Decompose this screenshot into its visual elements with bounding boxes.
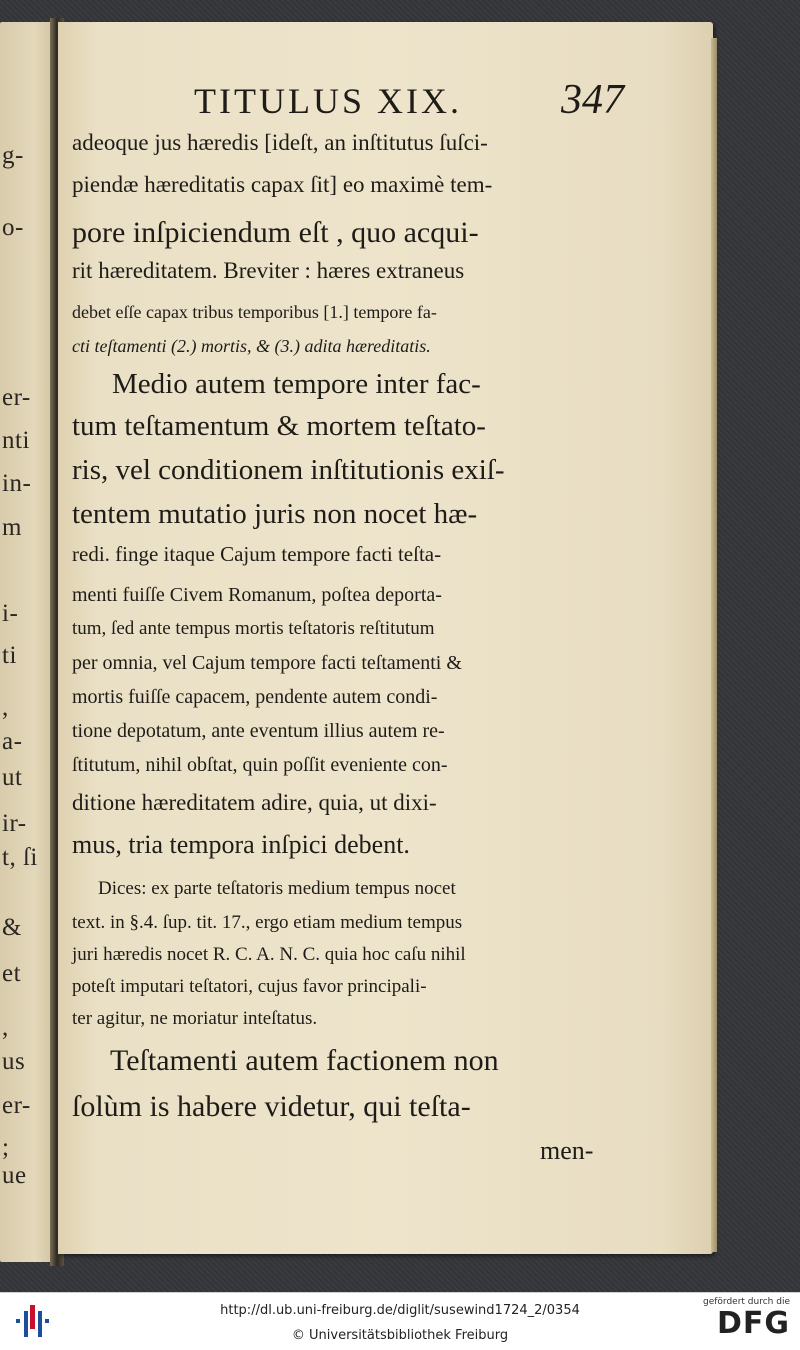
margin-fragment: et [2,960,22,987]
text-line: ditione hæreditatem adire, quia, ut dixi- [72,790,437,815]
margin-fragment: & [2,914,22,941]
text-line: ſolùm is habere videtur, qui teſta- [72,1090,471,1123]
running-title: TITULUS XIX. [194,81,462,121]
text-line: rit hæreditatem. Breviter : hæres extraneus [72,258,465,283]
margin-fragment: ir- [2,810,27,837]
text-line: redi. finge itaque Cajum tempore facti teſta- [72,542,442,566]
viewer-footer [0,1292,800,1350]
margin-fragment: a- [2,728,23,755]
permalink-url[interactable]: http://dl.ub.uni-freiburg.de/diglit/susewind1724_2/0354 [220,1303,580,1318]
text-line: tum, ſed ante tempus mortis teſtatoris reſtitutum [72,618,435,639]
page-header [72,77,632,124]
margin-fragment: ue [2,1162,27,1189]
margin-fragment: nti [2,427,30,454]
text-line: text. in §.4. ſup. tit. 17., ergo etiam medium tempus [72,912,463,933]
page-number: 347 [561,77,624,123]
margin-fragment: ti [2,642,17,669]
page-edge [711,38,717,1252]
text-line: tum teſtamentum & mortem teſtato- [72,410,486,442]
text-line: tione depotatum, ante eventum illius autem re- [72,720,445,742]
margin-fragment: er- [2,384,31,411]
margin-fragment: i- [2,600,19,627]
text-line: ter agitur, ne moriatur inteſtatus. [72,1008,318,1029]
margin-fragment: g- [2,142,24,169]
text-line: ris, vel conditionem inſtitutionis exiſ- [72,454,505,486]
margin-fragment: m [2,514,22,541]
dfg-logo-icon: DFG [716,1306,790,1341]
text-line: Dices: ex parte teſtatoris medium tempus nocet [98,878,456,899]
sponsor-text: gefördert durch die [703,1297,790,1307]
margin-fragment: us [2,1048,26,1075]
margin-fragment: , [2,1014,9,1041]
margin-fragment: ut [2,764,23,791]
text-line: piendæ hæreditatis capax ſit] eo maximè tem- [72,172,493,197]
text-line: Medio autem tempore inter fac- [112,368,481,400]
text-line: juri hæredis nocet R. C. A. N. C. quia hoc caſu nihil [72,944,466,965]
margin-fragment: , [2,694,9,721]
text-line: per omnia, vel Cajum tempore facti teſtamenti & [72,652,462,674]
text-line: debet eſſe capax tribus temporibus [1.] tempore fa- [72,302,437,322]
text-line: Teſtamenti autem factionem non [110,1044,499,1077]
text-line: tentem mutatio juris non nocet hæ- [72,498,478,530]
margin-fragment: ; [2,1134,10,1161]
copyright-notice: © Universitätsbibliothek Freiburg [291,1328,509,1343]
margin-fragment: o- [2,214,24,241]
margin-fragment: t, ſi [2,844,38,871]
text-line: ſtitutum, nihil obſtat, quin poſſit eveniente con- [72,754,448,776]
text-line: mortis fuiſſe capacem, pendente autem condi- [72,686,438,708]
text-line: cti teſtamenti (2.) mortis, & (3.) adita hæreditatis. [72,336,431,356]
text-line: mus, tria tempora inſpici debent. [72,830,410,859]
sponsor-block [695,1297,790,1347]
text-line: poteſt imputari teſtatori, cujus favor principali- [72,976,427,997]
text-line: pore inſpiciendum eſt , quo acqui- [72,216,479,249]
catchword: men- [540,1136,594,1165]
text-line: menti fuiſſe Civem Romanum, poſtea deporta- [72,584,442,606]
margin-fragment: in- [2,470,32,497]
text-line: adeoque jus hæredis [ideſt, an inſtitutus ſuſci- [72,130,488,155]
margin-fragment: er- [2,1092,31,1119]
